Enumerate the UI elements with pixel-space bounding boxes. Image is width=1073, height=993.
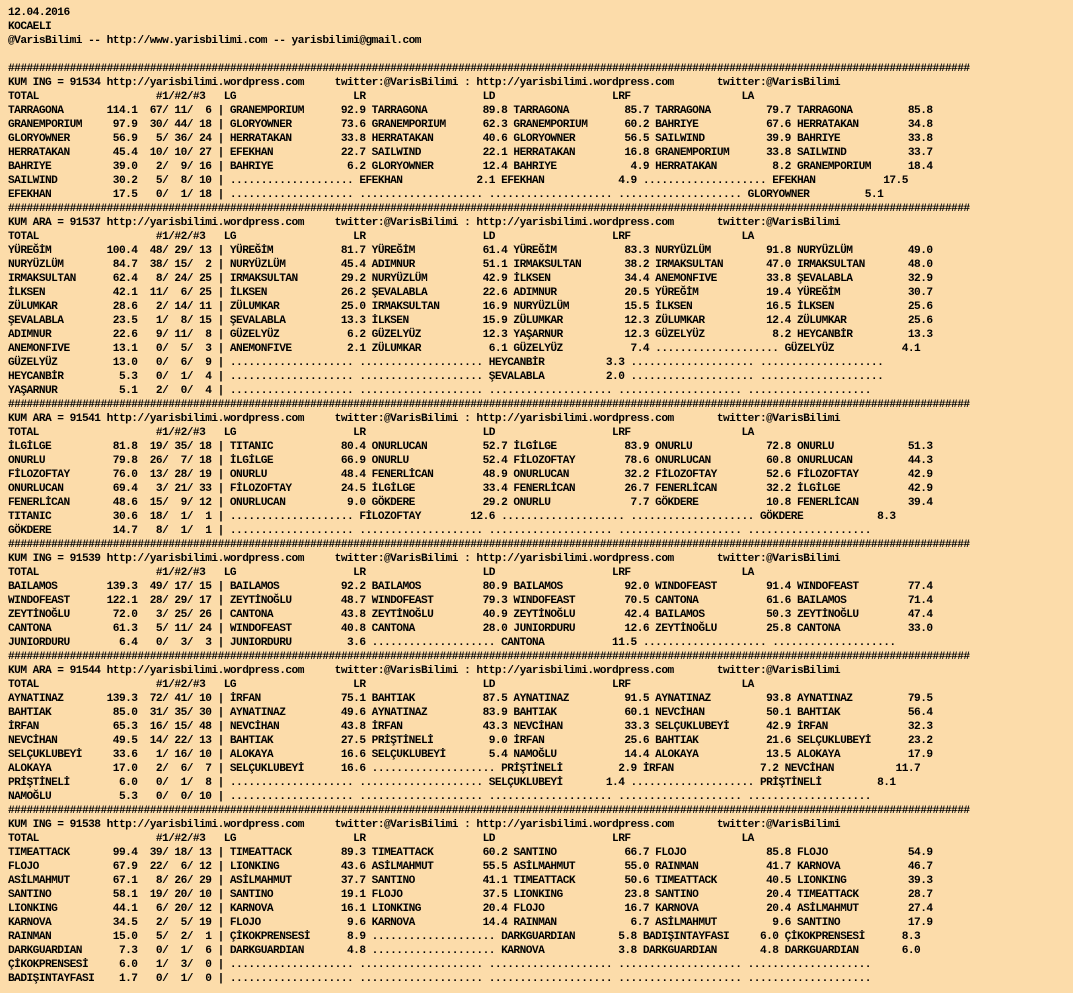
column-header: TOTAL #1/#2/#3 LG LR LD LRF LA [8, 231, 754, 243]
table-row: GRANEMPORIUM 97.9 30/ 44/ 18 | GLORYOWNER 73.6 GRANEMPORIUM 62.3 GRANEMPORIUM 60.2 BAHRIYE 67.6 HERRATAKAN 34.8 [8, 119, 933, 131]
race-title: KUM ARA = 91544 http://yarisbilimi.wordpress.com twitter:@VarisBilimi : http://yarisbilimi.wordpress.com twitter:@VarisBilimi [8, 665, 841, 677]
table-row: FENERLİCAN 48.6 15/ 9/ 12 | ONURLUCAN 9.0 GÖKDERE 29.2 ONURLU 7.7 GÖKDERE 10.8 FENERLİCAN 39.4 [8, 497, 933, 509]
table-row: TIMEATTACK 99.4 39/ 18/ 13 | TIMEATTACK 89.3 TIMEATTACK 60.2 SANTINO 66.7 FLOJO 85.8 FLOJO 54.9 [8, 847, 933, 859]
table-row: YÜREĞİM 100.4 48/ 29/ 13 | YÜREĞİM 81.7 YÜREĞİM 61.4 YÜREĞİM 83.3 NURYÜZLÜM 91.8 NURYÜZLÜM 49.0 [8, 245, 933, 257]
table-row: NURYÜZLÜM 84.7 38/ 15/ 2 | NURYÜZLÜM 45.4 ADIMNUR 51.1 IRMAKSULTAN 38.2 IRMAKSULTAN 47.0 IRMAKSULTAN 48.0 [8, 259, 933, 271]
separator-line: ############################################################################################################################################################ [8, 203, 970, 215]
table-row: HERRATAKAN 45.4 10/ 10/ 27 | EFEKHAN 22.7 SAILWIND 22.1 HERRATAKAN 16.8 GRANEMPORIUM 33.8 SAILWIND 33.7 [8, 147, 933, 159]
race-block [8, 202, 1073, 398]
separator-line: ############################################################################################################################################################ [8, 805, 970, 817]
race-block [8, 398, 1073, 538]
table-row: GÜZELYÜZ 13.0 0/ 6/ 9 | .................... .................... HEYCANBİR 3.3 .................... .................... [8, 357, 884, 369]
column-header: TOTAL #1/#2/#3 LG LR LD LRF LA [8, 567, 754, 579]
table-row: ALOKAYA 17.0 2/ 6/ 7 | SELÇUKLUBEYİ 16.6 .................... PRİŞTİNELİ 2.9 İRFAN 7.2 NEVCİHAN 11.7 [8, 763, 921, 775]
table-row: ADIMNUR 22.6 9/ 11/ 8 | GÜZELYÜZ 6.2 GÜZELYÜZ 12.3 YAŞARNUR 12.3 GÜZELYÜZ 8.2 HEYCANBİR 13.3 [8, 329, 933, 341]
table-row: FLOJO 67.9 22/ 6/ 12 | LIONKING 43.6 ASİLMAHMUT 55.5 ASİLMAHMUT 55.0 RAINMAN 41.7 KARNOVA 46.7 [8, 861, 933, 873]
table-row: IRMAKSULTAN 62.4 8/ 24/ 25 | IRMAKSULTAN 29.2 NURYÜZLÜM 42.9 İLKSEN 34.4 ANEMONFIVE 33.8 ŞEVALABLA 32.9 [8, 273, 933, 285]
separator-line: ############################################################################################################################################################ [8, 63, 970, 75]
contact-line: @VarisBilimi -- http://www.yarisbilimi.com -- yarisbilimi@gmail.com [8, 35, 421, 47]
table-row: AYNATINAZ 139.3 72/ 41/ 10 | İRFAN 75.1 BAHTIAK 87.5 AYNATINAZ 91.5 AYNATINAZ 93.8 AYNATINAZ 79.5 [8, 693, 933, 705]
separator-line: ############################################################################################################################################################ [8, 399, 970, 411]
table-row: TARRAGONA 114.1 67/ 11/ 6 | GRANEMPORIUM 92.9 TARRAGONA 89.8 TARRAGONA 85.7 TARRAGONA 79.7 TARRAGONA 85.8 [8, 105, 933, 117]
race-tables [8, 62, 1073, 986]
table-row: DARKGUARDIAN 7.3 0/ 1/ 6 | DARKGUARDIAN 4.8 .................... KARNOVA 3.8 DARKGUARDIAN 4.8 DARKGUARDIAN 6.0 [8, 945, 921, 957]
race-block [8, 62, 1073, 202]
report-date: 12.04.2016 [8, 7, 70, 19]
table-row: İLKSEN 42.1 11/ 6/ 25 | İLKSEN 26.2 ŞEVALABLA 22.6 ADIMNUR 20.5 YÜREĞİM 19.4 YÜREĞİM 30.7 [8, 287, 933, 299]
column-header: TOTAL #1/#2/#3 LG LR LD LRF LA [8, 833, 754, 845]
column-header: TOTAL #1/#2/#3 LG LR LD LRF LA [8, 91, 754, 103]
table-row: ONURLUCAN 69.4 3/ 21/ 33 | FİLOZOFTAY 24.5 İLGİLGE 33.4 FENERLİCAN 26.7 FENERLİCAN 32.2 İLGİLGE 42.9 [8, 483, 933, 495]
table-row: İLGİLGE 81.8 19/ 35/ 18 | TITANIC 80.4 ONURLUCAN 52.7 İLGİLGE 83.9 ONURLU 72.8 ONURLU 51.3 [8, 441, 933, 453]
table-row: LIONKING 44.1 6/ 20/ 12 | KARNOVA 16.1 LIONKING 20.4 FLOJO 16.7 KARNOVA 20.4 ASİLMAHMUT 27.4 [8, 903, 933, 915]
race-title: KUM ING = 91539 http://yarisbilimi.wordpress.com twitter:@VarisBilimi : http://yarisbilimi.wordpress.com twitter:@VarisBilimi [8, 553, 841, 565]
table-row: HEYCANBİR 5.3 0/ 1/ 4 | .................... .................... ŞEVALABLA 2.0 .................... .................... [8, 371, 884, 383]
table-row: SELÇUKLUBEYİ 33.6 1/ 16/ 10 | ALOKAYA 16.6 SELÇUKLUBEYİ 5.4 NAMOĞLU 14.4 ALOKAYA 13.5 ALOKAYA 17.9 [8, 749, 933, 761]
table-row: SANTINO 58.1 19/ 20/ 10 | SANTINO 19.1 FLOJO 37.5 LIONKING 23.8 SANTINO 20.4 TIMEATTACK 28.7 [8, 889, 933, 901]
table-row: GÖKDERE 14.7 8/ 1/ 1 | .................... .................... .................... .................... .................... [8, 525, 871, 537]
table-row: ŞEVALABLA 23.5 1/ 8/ 15 | ŞEVALABLA 13.3 İLKSEN 15.9 ZÜLUMKAR 12.3 ZÜLUMKAR 12.4 ZÜLUMKAR 25.6 [8, 315, 933, 327]
table-row: GLORYOWNER 56.9 5/ 36/ 24 | HERRATAKAN 33.8 HERRATAKAN 40.6 GLORYOWNER 56.5 SAILWIND 39.9 BAHRIYE 33.8 [8, 133, 933, 145]
race-block [8, 804, 1073, 986]
race-title: KUM ING = 91538 http://yarisbilimi.wordpress.com twitter:@VarisBilimi : http://yarisbilimi.wordpress.com twitter:@VarisBilimi [8, 819, 841, 831]
table-row: BAHTIAK 85.0 31/ 35/ 30 | AYNATINAZ 49.6 AYNATINAZ 83.9 BAHTIAK 60.1 NEVCİHAN 50.1 BAHTIAK 56.4 [8, 707, 933, 719]
race-title: KUM ARA = 91537 http://yarisbilimi.wordpress.com twitter:@VarisBilimi : http://yarisbilimi.wordpress.com twitter:@VarisBilimi [8, 217, 841, 229]
table-row: JUNIORDURU 6.4 0/ 3/ 3 | JUNIORDURU 3.6 .................... CANTONA 11.5 .................... .................... [8, 637, 896, 649]
table-row: ÇİKOKPRENSESİ 6.0 1/ 3/ 0 | .................... .................... .................... .................... .................... [8, 959, 871, 971]
separator-line: ############################################################################################################################################################ [8, 539, 970, 551]
table-row: ZEYTİNOĞLU 72.0 3/ 25/ 26 | CANTONA 43.8 ZEYTİNOĞLU 40.9 ZEYTİNOĞLU 42.4 BAILAMOS 50.3 ZEYTİNOĞLU 47.4 [8, 609, 933, 621]
race-title: KUM ING = 91534 http://yarisbilimi.wordpress.com twitter:@VarisBilimi : http://yarisbilimi.wordpress.com twitter:@VarisBilimi [8, 77, 841, 89]
table-row: SAILWIND 30.2 5/ 8/ 10 | .................... EFEKHAN 2.1 EFEKHAN 4.9 .................... EFEKHAN 17.5 [8, 175, 908, 187]
table-row: ONURLU 79.8 26/ 7/ 18 | İLGİLGE 66.9 ONURLU 52.4 FİLOZOFTAY 78.6 ONURLUCAN 60.8 ONURLUCAN 44.3 [8, 455, 933, 467]
table-row: BAHRIYE 39.0 2/ 9/ 16 | BAHRIYE 6.2 GLORYOWNER 12.4 BAHRIYE 4.9 HERRATAKAN 8.2 GRANEMPORIUM 18.4 [8, 161, 933, 173]
blank-line [8, 48, 1073, 62]
table-row: İRFAN 65.3 16/ 15/ 48 | NEVCİHAN 43.8 İRFAN 43.3 NEVCİHAN 33.3 SELÇUKLUBEYİ 42.9 İRFAN 32.3 [8, 721, 933, 733]
table-row: ANEMONFIVE 13.1 0/ 5/ 3 | ANEMONFIVE 2.1 ZÜLUMKAR 6.1 GÜZELYÜZ 7.4 .................... GÜZELYÜZ 4.1 [8, 343, 921, 355]
column-header: TOTAL #1/#2/#3 LG LR LD LRF LA [8, 679, 754, 691]
race-block [8, 650, 1073, 804]
table-row: EFEKHAN 17.5 0/ 1/ 18 | .................... .................... .................... .................... GLORYOWNER 5.1 [8, 189, 884, 201]
table-row: PRİŞTİNELİ 6.0 0/ 1/ 8 | .................... .................... SELÇUKLUBEYİ 1.4 .................... PRİŞTİNELİ 8.1 [8, 777, 896, 789]
table-row: ASİLMAHMUT 67.1 8/ 26/ 29 | ASİLMAHMUT 37.7 SANTINO 41.1 TIMEATTACK 50.6 TIMEATTACK 40.5 LIONKING 39.3 [8, 875, 933, 887]
table-row: CANTONA 61.3 5/ 11/ 24 | WINDOFEAST 40.8 CANTONA 28.0 JUNIORDURU 12.6 ZEYTİNOĞLU 25.8 CANTONA 33.0 [8, 623, 933, 635]
table-row: NAMOĞLU 5.3 0/ 0/ 10 | .................... .................... .................... .................... .................... [8, 791, 871, 803]
table-row: YAŞARNUR 5.1 2/ 0/ 4 | .................... .................... .................... .................... .................... [8, 385, 871, 397]
table-row: KARNOVA 34.5 2/ 5/ 19 | FLOJO 9.6 KARNOVA 14.4 RAINMAN 6.7 ASİLMAHMUT 9.6 SANTINO 17.9 [8, 917, 933, 929]
table-row: BADIŞINTAYFASI 1.7 0/ 1/ 0 | .................... .................... .................... .................... .................... [8, 973, 871, 985]
separator-line: ############################################################################################################################################################ [8, 651, 970, 663]
report-city: KOCAELI [8, 21, 52, 33]
table-row: TITANIC 30.6 18/ 1/ 1 | .................... FİLOZOFTAY 12.6 .................... .................... GÖKDERE 8.3 [8, 511, 896, 523]
race-title: KUM ARA = 91541 http://yarisbilimi.wordpress.com twitter:@VarisBilimi : http://yarisbilimi.wordpress.com twitter:@VarisBilimi [8, 413, 841, 425]
table-row: BAILAMOS 139.3 49/ 17/ 15 | BAILAMOS 92.2 BAILAMOS 80.9 BAILAMOS 92.0 WINDOFEAST 91.4 WINDOFEAST 77.4 [8, 581, 933, 593]
column-header: TOTAL #1/#2/#3 LG LR LD LRF LA [8, 427, 754, 439]
table-row: WINDOFEAST 122.1 28/ 29/ 17 | ZEYTİNOĞLU 48.7 WINDOFEAST 79.3 WINDOFEAST 70.5 CANTONA 61.6 BAILAMOS 71.4 [8, 595, 933, 607]
table-row: FİLOZOFTAY 76.0 13/ 28/ 19 | ONURLU 48.4 FENERLİCAN 48.9 ONURLUCAN 32.2 FİLOZOFTAY 52.6 FİLOZOFTAY 42.9 [8, 469, 933, 481]
race-block [8, 538, 1073, 650]
table-row: NEVCİHAN 49.5 14/ 22/ 13 | BAHTIAK 27.5 PRİŞTİNELİ 9.0 İRFAN 25.6 BAHTIAK 21.6 SELÇUKLUBEYİ 23.2 [8, 735, 933, 747]
table-row: ZÜLUMKAR 28.6 2/ 14/ 11 | ZÜLUMKAR 25.0 IRMAKSULTAN 16.9 NURYÜZLÜM 15.5 İLKSEN 16.5 İLKSEN 25.6 [8, 301, 933, 313]
table-row: RAINMAN 15.0 5/ 2/ 1 | ÇİKOKPRENSESİ 8.9 .................... DARKGUARDIAN 5.8 BADIŞINTAYFASI 6.0 ÇİKOKPRENSESİ 8.3 [8, 931, 921, 943]
